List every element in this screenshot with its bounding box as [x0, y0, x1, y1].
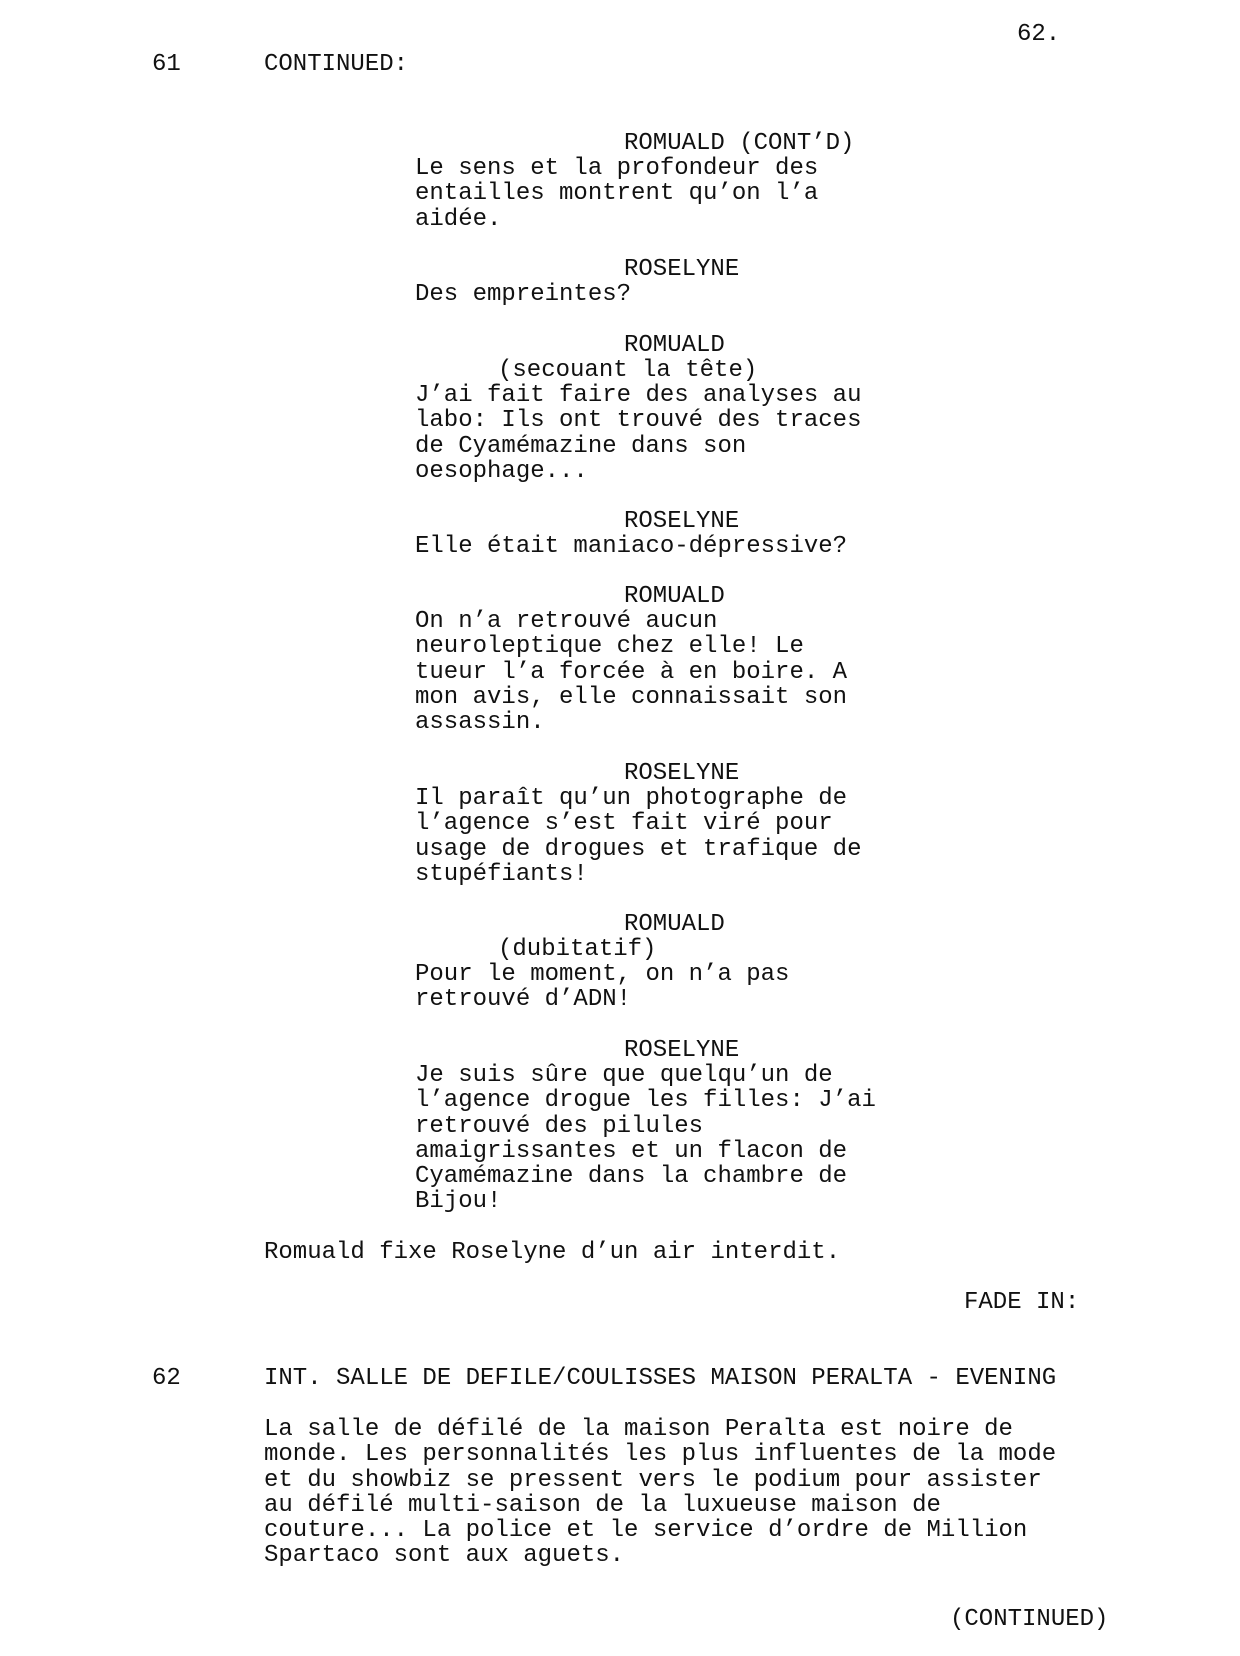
dialogue-text: Elle était maniaco-dépressive?	[415, 533, 848, 560]
dialogue-text: Il paraît qu’un photographe de l’agence s’est fait viré pour usage de drogues et trafique de stupéfiants!	[415, 785, 862, 888]
character-cue: ROSELYNE	[624, 256, 740, 283]
scene-heading: CONTINUED:	[264, 51, 409, 78]
action-paragraph: La salle de défilé de la maison Peralta est noire de monde. Les personnalités les plus influentes de la mode et du showbiz se pressent vers le podium pour assister au défilé multi-saison de la luxueuse maison de couture... La police et le service d’ordre de Million Spartaco sont aux aguets.	[264, 1416, 1057, 1570]
dialogue-text: Je suis sûre que quelqu’un de l’agence drogue les filles: J’ai retrouvé des pilules amaigrissantes et un flacon de Cyamémazine dans la chambre de Bijou!	[415, 1062, 876, 1216]
dialogue-text: Pour le moment, on n’a pas retrouvé d’ADN!	[415, 961, 790, 1014]
continued-footer: (CONTINUED)	[950, 1606, 1109, 1633]
dialogue-text: Le sens et la profondeur des entailles montrent qu’on l’a aidée.	[415, 155, 819, 233]
character-cue: ROSELYNE	[624, 508, 740, 535]
dialogue-text: Des empreintes?	[415, 281, 632, 308]
scene-number: 62	[152, 1365, 181, 1392]
character-cue: ROSELYNE	[624, 1037, 740, 1064]
character-cue: ROMUALD	[624, 583, 725, 610]
dialogue-text: On n’a retrouvé aucun neuroleptique chez elle! Le tueur l’a forcée à en boire. A mon avis, elle connaissait son assassin.	[415, 608, 848, 737]
action-line: Romuald fixe Roselyne d’un air interdit.	[264, 1239, 841, 1266]
parenthetical: (secouant la tête)	[498, 357, 758, 384]
character-cue: ROSELYNE	[624, 760, 740, 787]
dialogue-text: J’ai fait faire des analyses au labo: Ils ont trouvé des traces de Cyamémazine dans son oesophage...	[415, 382, 862, 485]
character-cue: ROMUALD	[624, 911, 725, 938]
page-number: 62.	[1017, 21, 1061, 48]
scene-number: 61	[152, 51, 181, 78]
scene-heading: INT. SALLE DE DEFILE/COULISSES MAISON PERALTA - EVENING	[264, 1365, 1057, 1392]
transition: FADE IN:	[964, 1289, 1080, 1316]
parenthetical: (dubitatif)	[498, 936, 657, 963]
character-cue: ROMUALD (CONT’D)	[624, 130, 855, 157]
character-cue: ROMUALD	[624, 332, 725, 359]
